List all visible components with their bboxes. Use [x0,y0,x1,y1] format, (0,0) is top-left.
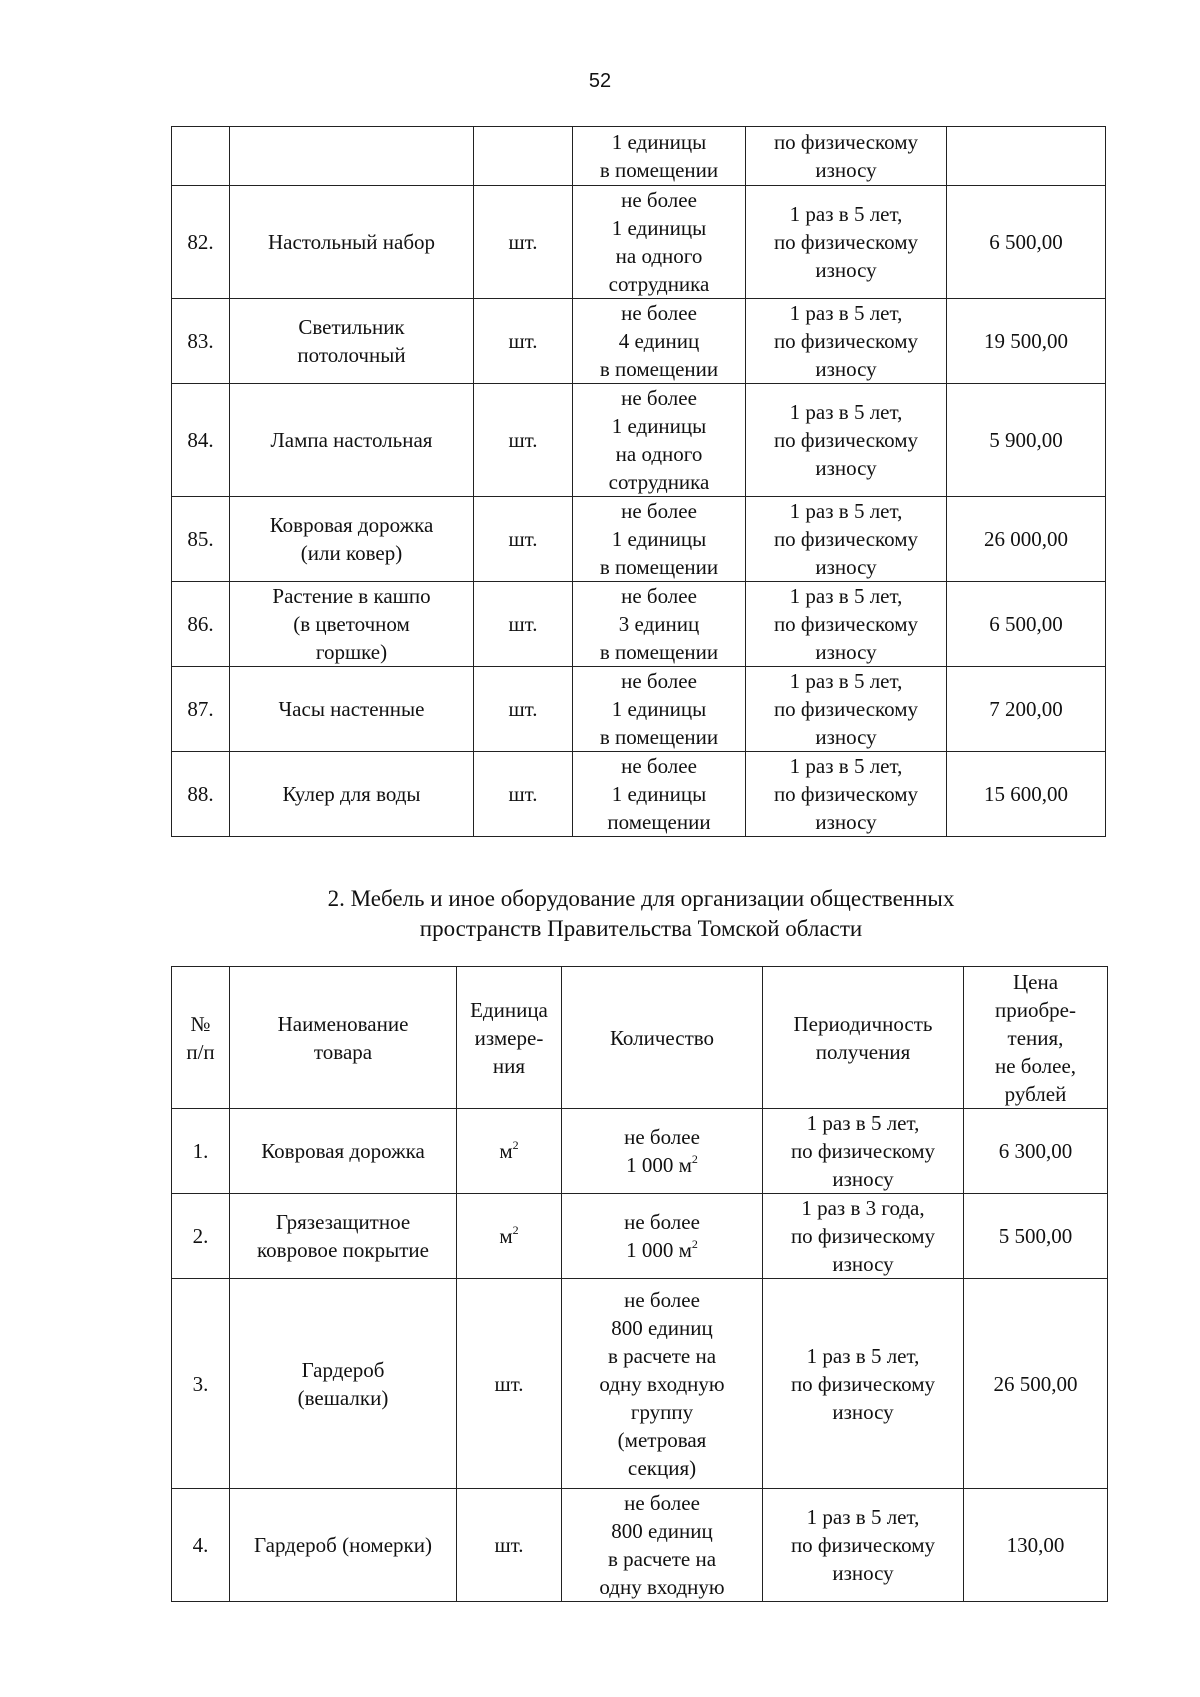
table-row [172,752,1106,837]
table-row [172,384,1106,497]
period-line: износу [815,158,877,182]
row-number-text: 3. [192,1371,209,1396]
unit-text: шт. [508,230,538,254]
period [763,1109,964,1194]
unit-text: шт. [508,697,538,721]
unit-text: шт. [508,612,538,636]
unit-value-text: м [499,1224,513,1248]
period [746,497,947,582]
item-name [230,497,474,582]
row-number-text: 82. [187,230,214,254]
row-number [172,667,230,752]
row-number [172,384,230,497]
unit-text: шт. [508,329,538,353]
section-title-line: 2. Мебель и иное оборудование для организации общественных [327,886,955,911]
table-row [172,497,1106,582]
header-name-line: товара [313,1039,373,1064]
table-row [172,1194,1108,1279]
period-line: по физическому [790,1224,936,1248]
quantity-line: не более [621,754,697,778]
quantity-line: 1 единицы [611,527,707,551]
unit-value-text: шт. [494,1533,524,1557]
row-number [172,1109,230,1194]
unit [474,667,573,752]
price-text: 19 500,00 [984,329,1068,353]
period-line: износу [815,810,877,834]
period-line: износу [832,1561,894,1585]
table-row [172,1109,1108,1194]
public-spaces-furniture-table [171,966,1108,1602]
item-name [230,1279,457,1489]
header-unit [457,967,562,1109]
price-text: 5 500,00 [998,1224,1073,1248]
item-name-line: Грязезащитное [275,1210,411,1234]
unit-value [459,1531,559,1559]
quantity [573,127,746,186]
period-line: 1 раз в 5 лет, [789,202,903,226]
header-unit-line: Единица [470,997,548,1022]
header-name [230,967,457,1109]
quantity-line: не более [624,1491,700,1515]
quantity-line: сотрудника [608,470,710,494]
header-unit-line: ния [492,1053,526,1078]
unit-value-text: м [499,1139,513,1163]
quantity-line: в помещении [599,640,719,664]
period-line: по физическому [773,428,919,452]
header-number-line: п/п [186,1039,215,1064]
quantity-line: 800 единиц [611,1519,713,1543]
quantity-line: 1 единицы [611,130,707,154]
quantity-line: сотрудника [608,272,710,296]
unit-text: шт. [508,782,538,806]
row-number-text: 88. [187,782,214,806]
price-text: 130,00 [1006,1533,1065,1557]
quantity [573,497,746,582]
price-text: 26 000,00 [984,527,1068,551]
quantity-line: в расчете на [607,1547,717,1571]
quantity-line: в помещении [599,725,719,749]
page-number: 52 [588,70,612,92]
header-price-line: рублей [1004,1081,1067,1106]
header-price [964,967,1108,1109]
unit [474,752,573,837]
period [746,127,947,186]
quantity-line: не более [624,1287,700,1312]
unit [474,186,573,299]
period-line: по физическому [773,782,919,806]
quantity-line: 1 единицы [611,414,707,438]
section-title-line: пространств Правительства Томской области [419,916,863,941]
quantity-line: на одного [615,442,703,466]
period-line: 1 раз в 5 лет, [789,499,903,523]
period-line: износу [832,1252,894,1276]
table-row [172,127,1106,186]
quantity-line: 1 единицы [611,216,707,240]
price [964,1109,1108,1194]
price-text: 6 300,00 [998,1139,1073,1163]
item-name-line: Ковровая дорожка [269,513,434,537]
price-text: 7 200,00 [989,697,1063,721]
quantity-line: на одного [615,244,703,268]
period-line: износу [815,456,877,480]
period-line: износу [815,258,877,282]
header-number [172,967,230,1109]
row-number-text: 87. [187,697,214,721]
row-number [172,127,230,186]
unit-value [459,1222,559,1250]
price [947,299,1106,384]
quantity [562,1109,763,1194]
item-name [230,1194,457,1279]
period [746,299,947,384]
period-line: 1 раз в 5 лет, [789,400,903,424]
period-line: износу [832,1399,894,1424]
price [947,582,1106,667]
item-name-line: (в цветочном [293,612,410,636]
quantity-line: (метровая [617,1427,707,1452]
unit [474,299,573,384]
quantity-line: не более [624,1210,700,1234]
period [763,1489,964,1602]
price-text: 26 500,00 [993,1371,1078,1396]
quantity-line: не более [621,584,697,608]
item-name [230,384,474,497]
unit [474,384,573,497]
header-price-line: Цена [1012,969,1059,994]
item-name [230,1109,457,1194]
row-number-text: 86. [187,612,214,636]
quantity-line: группу [630,1399,694,1424]
period-line: 1 раз в 5 лет, [806,1343,920,1368]
period [746,384,947,497]
period-line: по физическому [773,230,919,254]
section-title [171,884,1111,944]
item-name-line: Растение в кашпо [272,584,431,608]
period-line: по физическому [790,1371,936,1396]
row-number [172,1279,230,1489]
unit [457,1194,562,1279]
item-name-line: Часы настенные [278,697,425,721]
unit [457,1279,562,1489]
quantity-line: 1 единицы [611,697,707,721]
quantity-line: в расчете на [607,1343,717,1368]
quantity [573,752,746,837]
header-unit-line: измере- [474,1025,544,1050]
period [746,582,947,667]
item-name-line: горшке) [315,640,388,664]
unit-value-superscript: 2 [512,1223,519,1237]
period [763,1194,964,1279]
quantity-line: не более [621,499,697,523]
quantity-line: не более [621,301,697,325]
header-price-line: не более, [994,1053,1077,1078]
item-name [230,127,474,186]
period-line: 1 раз в 5 лет, [789,669,903,693]
quantity-line: 4 единиц [618,329,700,353]
unit [474,127,573,186]
unit [457,1489,562,1602]
period-line: по физическому [790,1139,936,1163]
unit [474,582,573,667]
price-text: 6 500,00 [989,612,1063,636]
quantity-line: не более [621,386,697,410]
quantity-line: одну входную [599,1371,725,1396]
unit-value-superscript: 2 [512,1138,519,1152]
period [746,667,947,752]
price [964,1194,1108,1279]
item-name-line: потолочный [297,343,406,367]
table-row [172,667,1106,752]
header-name-line: Наименование [277,1011,409,1036]
quantity [573,667,746,752]
quantity-total-text: 1 000 м [626,1153,692,1177]
quantity-total-superscript: 2 [691,1237,698,1251]
header-period-line: Периодичность [793,1011,933,1036]
quantity-total [564,1151,760,1179]
quantity-line: не более [621,669,697,693]
header-quantity [562,967,763,1109]
quantity-line: в помещении [599,357,719,381]
row-number [172,752,230,837]
item-name-line: Светильник [298,315,405,339]
period-line: по физическому [773,612,919,636]
item-name [230,752,474,837]
item-name [230,299,474,384]
quantity-line: одну входную [599,1575,725,1599]
unit-value-text: шт. [494,1371,524,1396]
row-number-text: 4. [192,1533,209,1557]
price [947,186,1106,299]
period-line: по физическому [773,130,919,154]
price-text: 5 900,00 [989,428,1063,452]
period-line: 1 раз в 5 лет, [806,1505,920,1529]
quantity-line: не более [621,188,697,212]
period-line: износу [832,1167,894,1191]
price [947,497,1106,582]
items-table-continued [171,126,1106,837]
table-row [172,1489,1108,1602]
price-text: 15 600,00 [984,782,1068,806]
period-line: 1 раз в 5 лет, [806,1111,920,1135]
period-line: 1 раз в 5 лет, [789,301,903,325]
item-name-line: Гардероб (номерки) [254,1533,432,1557]
header-row [172,967,1108,1109]
period-line: износу [815,725,877,749]
row-number-text: 84. [187,428,214,452]
row-number [172,186,230,299]
table-row [172,1279,1108,1489]
period [763,1279,964,1489]
quantity [573,186,746,299]
period-line: по физическому [773,697,919,721]
quantity-total-superscript: 2 [691,1152,698,1166]
quantity [562,1194,763,1279]
item-name-line: (вешалки) [297,1385,389,1410]
quantity-line: в помещении [599,158,719,182]
period-line: 1 раз в 3 года, [801,1196,925,1220]
item-name [230,667,474,752]
row-number [172,582,230,667]
row-number [172,1489,230,1602]
period-line: износу [815,640,877,664]
price [947,752,1106,837]
unit-text: шт. [508,527,538,551]
quantity [562,1279,763,1489]
period-line: износу [815,357,877,381]
item-name-line: ковровое покрытие [257,1238,429,1262]
row-number [172,497,230,582]
header-number-line: № [190,1011,211,1036]
quantity-line: в помещении [599,555,719,579]
row-number [172,1194,230,1279]
period [746,186,947,299]
quantity [573,384,746,497]
unit-value [459,1137,559,1165]
quantity [573,582,746,667]
item-name-line: Кулер для воды [282,782,421,806]
price [964,1279,1108,1489]
item-name-line: Настольный набор [267,230,436,254]
period-line: по физическому [773,329,919,353]
row-number-text: 2. [192,1224,209,1248]
period-line: износу [815,555,877,579]
quantity-line: 800 единиц [611,1315,713,1340]
header-period [763,967,964,1109]
period-line: по физическому [790,1533,936,1557]
period-line: 1 раз в 5 лет, [789,754,903,778]
quantity-total-text: 1 000 м [626,1238,692,1262]
unit-text: шт. [508,428,538,452]
period [746,752,947,837]
quantity-line: секция) [627,1455,697,1480]
quantity-line: 1 единицы [611,782,707,806]
table-row [172,186,1106,299]
price [947,127,1106,186]
row-number [172,299,230,384]
unit [457,1109,562,1194]
item-name [230,1489,457,1602]
item-name-line: Ковровая дорожка [261,1139,425,1163]
row-number-text: 1. [192,1139,209,1163]
item-name [230,186,474,299]
item-name-line: Лампа настольная [270,428,433,452]
price [947,667,1106,752]
quantity [573,299,746,384]
row-number-text: 85. [187,527,214,551]
quantity-line: помещении [607,810,711,834]
item-name [230,582,474,667]
quantity [562,1489,763,1602]
quantity-total [564,1236,760,1264]
period-line: по физическому [773,527,919,551]
item-name-line: (или ковер) [300,541,403,565]
row-number-text: 83. [187,329,214,353]
header-price-line: тения, [1007,1025,1064,1050]
header-price-line: приобре- [995,997,1076,1022]
price-text: 6 500,00 [989,230,1063,254]
quantity-line: 3 единиц [618,612,700,636]
price [947,384,1106,497]
unit-value [459,1370,559,1398]
header-period-line: получения [815,1039,911,1064]
quantity-line: не более [624,1125,700,1149]
table-row [172,582,1106,667]
period-line: 1 раз в 5 лет, [789,584,903,608]
header-quantity-line: Количество [609,1025,715,1050]
item-name-line: Гардероб [301,1357,385,1382]
price [964,1489,1108,1602]
unit [474,497,573,582]
table-row [172,299,1106,384]
